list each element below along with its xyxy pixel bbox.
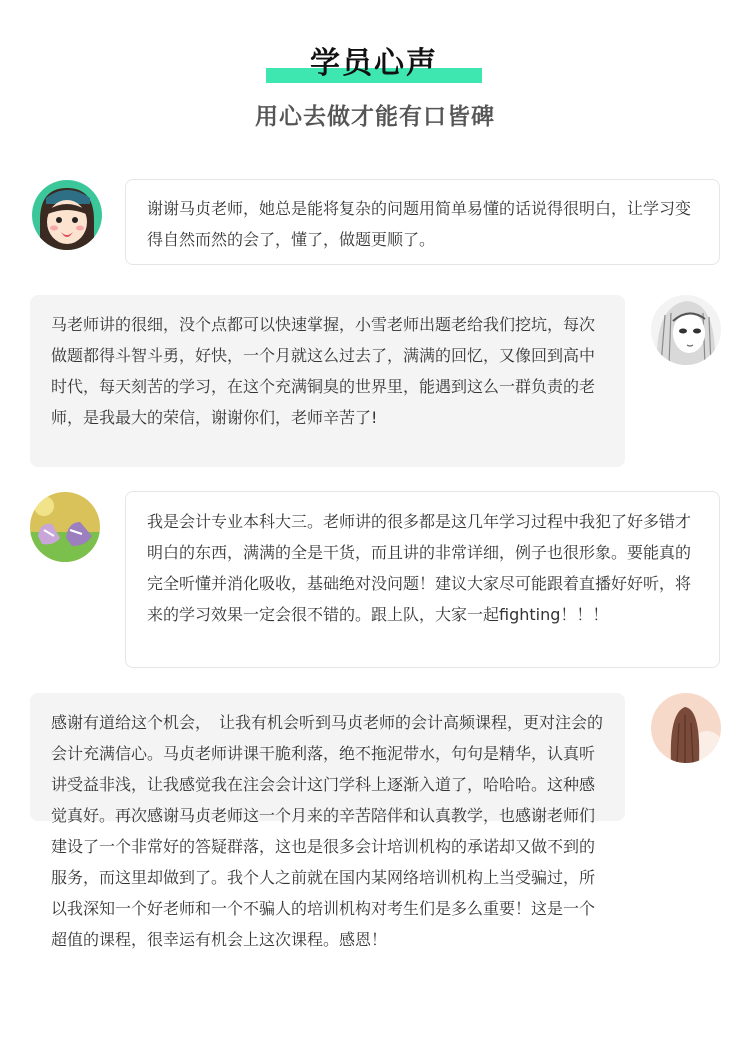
testimonial-text: 感谢有道给这个机会， 让我有机会听到马贞老师的会计高频课程，更对注会的会计充满信心。马贞老师讲课干脆利落，绝不拖泥带水，句句是精华，认真听讲受益非浅，让我感觉我在注会会计这门学科上逐渐入道了，哈哈哈。这种感觉真好。再次感谢马贞老师这一个月来的辛苦陪伴和认真教学，也感谢老师们建设了一个非常好的答疑群落，这也是很多会计培训机构的承诺却又做不到的服务，而这里却做到了。我个人之前就在国内某网络培训机构上当受骗过，所以我深知一个好老师和一个不骗人的培训机构对考生们是多么重要！这是一个超值的课程，很幸运有机会上这次课程。感恩！ [51, 713, 604, 949]
avatar [30, 492, 100, 562]
cartoon-girl-avatar [32, 180, 102, 250]
avatar [32, 180, 102, 250]
testimonial-bubble [125, 491, 720, 668]
avatar [651, 295, 721, 365]
testimonial-text: 谢谢马贞老师，她总是能将复杂的问题用简单易懂的话说得很明白，让学习变得自然而然的会了，懂了，做题更顺了。 [147, 199, 692, 249]
avatar [651, 693, 721, 763]
testimonial-text: 马老师讲的很细，没个点都可以快速掌握，小雪老师出题老给我们挖坑，每次做题都得斗智斗勇，好快，一个月就这么过去了，满满的回忆，又像回到高中时代，每天刻苦的学习，在这个充满铜臭的世界里，能遇到这么一群负责的老师，是我最大的荣信，谢谢你们，老师辛苦了! [51, 315, 596, 427]
page-title: 学员心声 [310, 46, 438, 81]
testimonial-text: 我是会计专业本科大三。老师讲的很多都是这几年学习过程中我犯了好多错才明白的东西，满满的全是干货，而且讲的非常详细，例子也很形象。要能真的完全听懂并消化吸收，基础绝对没问题！建议大家尽可能跟着直播好好听，将来的学习效果一定会很不错的。跟上队，大家一起fighting！！！ [147, 512, 692, 624]
testimonial-bubble [30, 693, 625, 949]
girl-back-avatar [651, 693, 721, 763]
section-header [0, 0, 750, 150]
title-block [266, 42, 482, 86]
sneakers-avatar [30, 492, 100, 562]
testimonial-bubble [125, 179, 720, 265]
page-subtitle: 用心去做才能有口皆碑 [255, 104, 495, 130]
testimonial-bubble [30, 295, 625, 467]
sketch-girl-avatar [651, 295, 721, 365]
